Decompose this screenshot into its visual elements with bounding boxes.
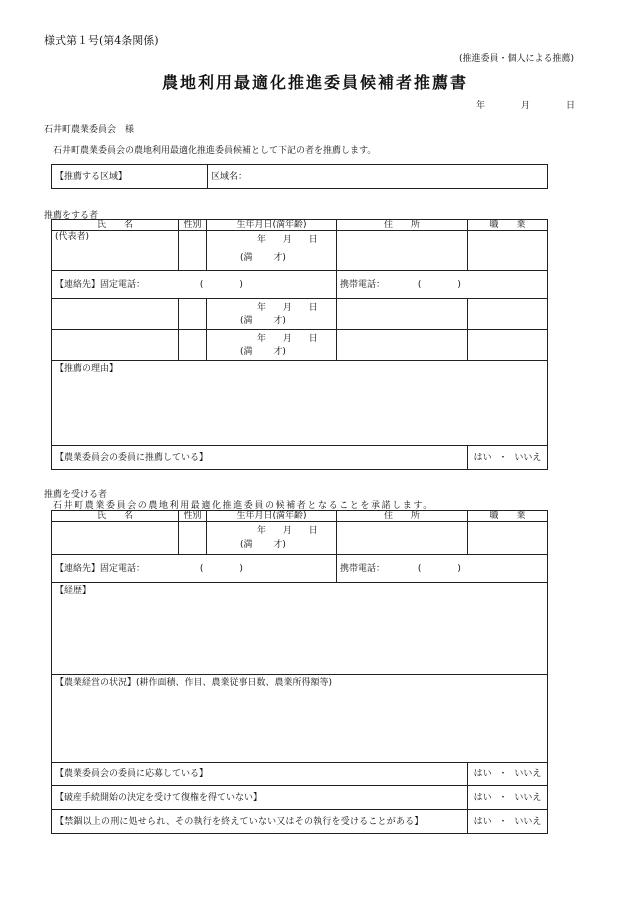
area-table	[51, 164, 548, 189]
farming-status-field[interactable]	[52, 675, 548, 763]
gender-cell[interactable]	[179, 522, 207, 555]
gender-cell[interactable]	[179, 299, 207, 330]
age-label: (満 才)	[240, 347, 286, 357]
col-gender: 性別	[179, 511, 207, 522]
consent-text: 石井町農業委員会の農地利用最適化推進委員の候補者となることを承諾します。	[53, 501, 434, 511]
applied-member-label: 【農業委員会の委員に応募している】	[52, 763, 468, 786]
recommender-section-title: 推薦をする者	[44, 211, 99, 221]
representative-name-cell[interactable]	[52, 231, 179, 271]
col-name: 氏 名	[52, 511, 179, 522]
landline-label: 【連絡先】固定電話：	[55, 563, 146, 574]
area-name-field[interactable]: 区域名：	[208, 165, 548, 189]
recommendee-section-title: 推薦を受ける者	[44, 490, 108, 500]
col-occupation: 職 業	[468, 220, 548, 231]
ymd-label: 年 月 日	[257, 303, 318, 313]
address-cell[interactable]	[337, 299, 468, 330]
date-label: 年 月 日	[476, 101, 576, 111]
recommender-name-cell[interactable]	[52, 330, 179, 361]
recommendee-name-cell[interactable]	[52, 522, 179, 555]
mobile-label: 携帯電話：	[340, 563, 386, 574]
birthdate-cell[interactable]	[207, 522, 337, 555]
col-name: 氏 名	[52, 220, 179, 231]
gender-cell[interactable]	[179, 231, 207, 271]
addressee: 石井町農業委員会 様	[44, 125, 135, 135]
col-address: 住 所	[337, 220, 468, 231]
intro-text: 石井町農業委員会の農地利用最適化推進委員候補として下記の者を推薦します。	[53, 146, 377, 156]
mobile-field[interactable]	[337, 271, 548, 299]
address-cell[interactable]	[337, 231, 468, 271]
reason-field[interactable]	[52, 361, 548, 446]
recommendee-table	[51, 510, 548, 834]
age-label: (満 才)	[240, 540, 286, 550]
occupation-cell[interactable]	[468, 299, 548, 330]
occupation-cell[interactable]	[468, 522, 548, 555]
member-recommended-choice[interactable]: はい ・ いいえ	[468, 446, 548, 470]
address-cell[interactable]	[337, 330, 468, 361]
occupation-cell[interactable]	[468, 231, 548, 271]
mobile-field[interactable]	[337, 555, 548, 583]
member-recommended-label: 【農業委員会の委員に推薦している】	[52, 446, 468, 470]
mobile-paren: ( )	[417, 563, 461, 574]
age-label: (満 才)	[240, 316, 286, 326]
col-birthdate: 生年月日(満年齢)	[207, 220, 337, 231]
recommender-name-cell[interactable]	[52, 299, 179, 330]
landline-field[interactable]	[52, 271, 337, 299]
gender-cell[interactable]	[179, 330, 207, 361]
occupation-cell[interactable]	[468, 330, 548, 361]
birthdate-cell[interactable]	[207, 330, 337, 361]
landline-field[interactable]	[52, 555, 337, 583]
ymd-label: 年 月 日	[257, 235, 318, 245]
representative-label: (代表者)	[55, 232, 90, 242]
col-gender: 性別	[179, 220, 207, 231]
landline-paren: ( )	[199, 563, 243, 574]
page-title: 農地利用最適化推進委員候補者推薦書	[161, 73, 468, 92]
address-cell[interactable]	[337, 522, 468, 555]
criminal-record-label: 【禁錮以上の刑に処せられ、その執行を終えていない又はその執行を受けることがある】	[52, 810, 468, 834]
birthdate-cell[interactable]	[207, 231, 337, 271]
landline-label: 【連絡先】固定電話：	[55, 279, 146, 290]
birthdate-cell[interactable]	[207, 299, 337, 330]
reason-label: 【推薦の理由】	[55, 364, 119, 374]
mobile-paren: ( )	[417, 279, 461, 290]
col-occupation: 職 業	[468, 511, 548, 522]
criminal-record-choice[interactable]: はい ・ いいえ	[468, 810, 548, 834]
landline-paren: ( )	[199, 279, 243, 290]
form-number: 様式第１号(第4条関係)	[44, 34, 159, 47]
career-field[interactable]	[52, 583, 548, 675]
bankruptcy-label: 【破産手続開始の決定を受けて復権を得ていない】	[52, 786, 468, 810]
ymd-label: 年 月 日	[257, 334, 318, 344]
col-address: 住 所	[337, 511, 468, 522]
area-label: 【推薦する区域】	[52, 165, 208, 189]
applied-member-choice[interactable]: はい ・ いいえ	[468, 763, 548, 786]
recommender-table	[51, 219, 548, 470]
bankruptcy-choice[interactable]: はい ・ いいえ	[468, 786, 548, 810]
col-birthdate: 生年月日(満年齢)	[207, 511, 337, 522]
age-label: (満 才)	[240, 253, 286, 263]
farming-status-label: 【農業経営の状況】(耕作面積、作目、農業従事日数、農業所得額等)	[55, 678, 333, 688]
mobile-label: 携帯電話：	[340, 279, 386, 290]
career-label: 【経歴】	[55, 586, 92, 596]
form-type: (推進委員・個人による推薦)	[459, 54, 575, 64]
ymd-label: 年 月 日	[257, 526, 318, 536]
